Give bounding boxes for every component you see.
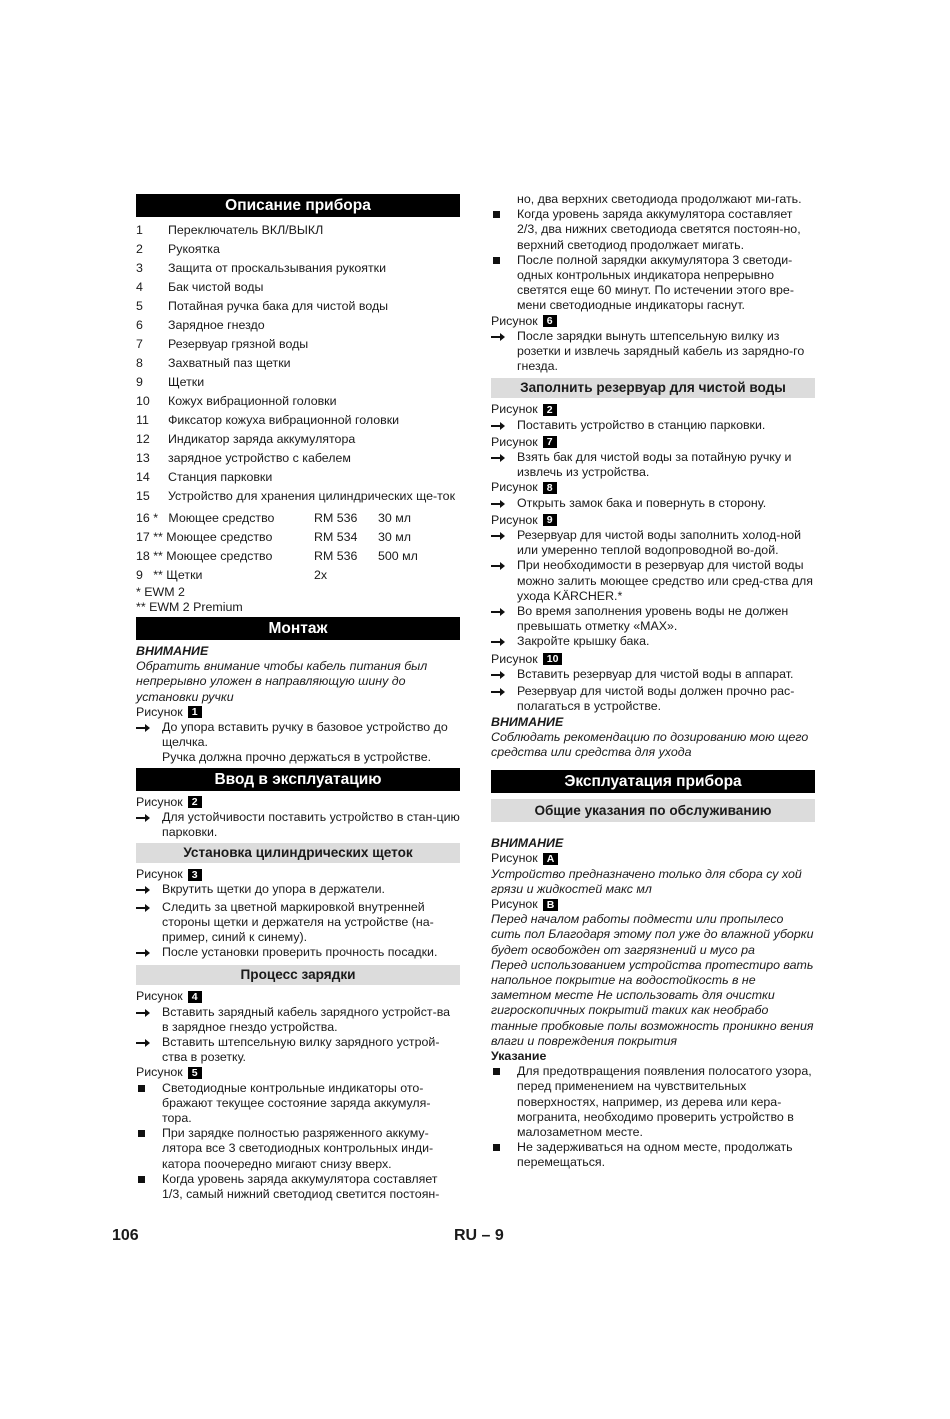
square-bullet-icon bbox=[136, 1126, 162, 1172]
right-column bbox=[491, 192, 815, 1171]
section-code: RU – 9 bbox=[454, 1227, 504, 1244]
step: Вставить зарядный кабель зарядного устройст-ва в зарядное гнездо устройства. bbox=[136, 1005, 460, 1035]
figure-badge: 6 bbox=[543, 315, 557, 327]
bullet-item: Для предотвращения появления полосатого узора, перед применением на чувствительных поверхностях, например, из дерева или кера-могранита, необходимо проверить устройство в малозаметном месте. bbox=[491, 1064, 815, 1140]
list-item: 12 Индикатор заряда аккумулятора bbox=[136, 432, 356, 446]
step: До упора вставить ручку в базовое устройство до щелчка. bbox=[136, 720, 460, 750]
list-item: 8 Захватный паз щетки bbox=[136, 356, 291, 370]
step: Взять бак для чистой воды за потайную ручку и извлечь из устройства. bbox=[491, 450, 815, 480]
brush-steps bbox=[136, 882, 460, 962]
list-item: 14 Станция парковки bbox=[136, 470, 273, 484]
figure-label: Рисунок bbox=[491, 434, 538, 449]
figure-ref bbox=[491, 897, 815, 912]
step: Вставить штепсельную вилку зарядного устрой-ства в розетку. bbox=[136, 1035, 460, 1065]
bullet-item: Когда уровень заряда аккумулятора составляет 1/3, самый нижний светодиод светится постоян- bbox=[136, 1172, 460, 1202]
accessories-table bbox=[136, 509, 460, 585]
figure-ref bbox=[491, 851, 815, 866]
step: Во время заполнения уровень воды не должен превышать отметку «MAX». bbox=[491, 604, 815, 634]
arrow-right-icon bbox=[491, 528, 517, 558]
arrow-right-icon bbox=[491, 684, 517, 714]
list-item: 7 Резервуар грязной воды bbox=[136, 337, 309, 351]
step: При необходимости в резервуар для чистой воды можно залить моющее средство или сред-ства для ухода KÄRCHER.* bbox=[491, 558, 815, 604]
figure-badge: 2 bbox=[543, 404, 557, 416]
step-note: Ручка должна прочно держаться в устройстве. bbox=[162, 750, 432, 765]
continued-text: но, два верхних светодиода продолжают ми-гать. bbox=[517, 192, 802, 206]
figure-badge: B bbox=[543, 899, 559, 911]
subsection-title-general: Общие указания по обслуживанию bbox=[491, 799, 815, 822]
fill-steps bbox=[491, 528, 815, 652]
arrow-right-icon bbox=[491, 496, 517, 513]
figure-label: Рисунок bbox=[491, 651, 538, 666]
figure-badge: 3 bbox=[188, 869, 202, 881]
figure-ref bbox=[136, 989, 460, 1004]
attention-label: ВНИМАНИЕ bbox=[491, 836, 564, 851]
list-item: 5 Потайная ручка бака для чистой воды bbox=[136, 299, 389, 313]
figure-ref bbox=[491, 480, 815, 495]
figure-label: Рисунок bbox=[136, 1065, 183, 1080]
figure-badge: 7 bbox=[543, 436, 557, 448]
step: Следить за цветной маркировкой внутренней стороны щетки и держателя на устройстве (на-пример, синий к синему). bbox=[136, 900, 460, 946]
list-item: 6 Зарядное гнездо bbox=[136, 318, 265, 332]
figure-ref bbox=[491, 513, 815, 528]
subsection-title-brushes: Установка цилиндрических щеток bbox=[136, 843, 460, 863]
attention-label: ВНИМАНИЕ bbox=[136, 643, 209, 658]
list-item: 15 Устройство для хранения цилиндрических ще-ток bbox=[136, 489, 455, 503]
table-row: 16 * Моющее средство RM 536 30 мл bbox=[136, 510, 411, 525]
step: Резервуар для чистой воды должен прочно рас-полагаться в устройстве. bbox=[491, 684, 815, 714]
subsection-title-fill: Заполнить резервуар для чистой воды bbox=[491, 378, 815, 398]
bullet-item: При зарядке полностью разряженного аккуму-лятора все 3 светодиодных контрольных инди-катора поочередно мигают снизу вверх. bbox=[136, 1126, 460, 1172]
figure-label: Рисунок bbox=[136, 794, 183, 809]
figure-badge: 10 bbox=[543, 653, 563, 665]
table-row: 18 ** Моющее средство RM 536 500 мл bbox=[136, 548, 418, 563]
square-bullet-icon bbox=[491, 1140, 517, 1170]
step: Резервуар для чистой воды заполнить холод-ной или умеренно теплой водопроводной во-дой. bbox=[491, 528, 815, 558]
figure-badge: A bbox=[543, 853, 559, 865]
figure-label: Рисунок bbox=[136, 704, 183, 719]
figure-badge: 5 bbox=[188, 1067, 202, 1079]
page-number: 106 bbox=[112, 1227, 139, 1244]
list-item: 9 Щетки bbox=[136, 375, 205, 389]
section-title-mounting: Монтаж bbox=[136, 617, 460, 640]
figure-label: Рисунок bbox=[491, 896, 538, 911]
bullet-item: Светодиодные контрольные индикаторы ото-бражают текущее состояние заряда аккумуля-тора. bbox=[136, 1081, 460, 1127]
prep-warning: Перед началом работы подмести или пропылесо сить пол Благодаря этому пол уже до влажной уборки будет освобожден от загрязнений и мусо ра bbox=[491, 912, 814, 957]
hint-bullets bbox=[491, 1064, 815, 1170]
figure-ref bbox=[136, 795, 460, 810]
square-bullet-icon bbox=[491, 253, 517, 314]
figure-label: Рисунок bbox=[136, 989, 183, 1004]
hint-label: Указание bbox=[491, 1048, 547, 1063]
arrow-right-icon bbox=[491, 604, 517, 634]
square-bullet-icon bbox=[491, 1064, 517, 1140]
arrow-right-icon bbox=[491, 634, 517, 651]
bullet-item: Когда уровень заряда аккумулятора составляет 2/3, два нижних светодиода светятся постоян-но, верхний светодиод продолжает мигать. bbox=[491, 207, 815, 253]
figure-ref bbox=[491, 314, 815, 329]
figure-ref bbox=[136, 705, 460, 720]
square-bullet-icon bbox=[136, 1081, 162, 1127]
list-item: 3 Защита от проскальзывания рукоятки bbox=[136, 261, 387, 275]
list-item: 11 Фиксатор кожуха вибрационной головки bbox=[136, 413, 400, 427]
subsection-title-charging: Процесс зарядки bbox=[136, 965, 460, 985]
step: Закройте крышку бака. bbox=[491, 634, 815, 651]
figure-label: Рисунок bbox=[491, 313, 538, 328]
arrow-right-icon bbox=[136, 810, 162, 840]
charge-steps bbox=[136, 1005, 460, 1066]
floor-test-warning: Перед использованием устройства протестиро вать напольное покрытие на водостойкость в не заметном месте Не использовать для очистки гигроскопичных покрытий таких как необрабо танные пробковые полы возможность проникно вения влаги и повреждения покрытия bbox=[491, 957, 814, 1048]
arrow-right-icon bbox=[136, 1005, 162, 1035]
figure-label: Рисунок bbox=[136, 867, 183, 882]
section-title-startup: Ввод в эксплуатацию bbox=[136, 768, 460, 791]
dosage-warning: Соблюдать рекомендацию по дозированию мою щего средства или средства для ухода bbox=[491, 729, 809, 759]
figure-label: Рисунок bbox=[491, 851, 538, 866]
section-title-description: Описание прибора bbox=[136, 194, 460, 217]
footnote-ewm2-premium: ** EWM 2 Premium bbox=[136, 599, 243, 614]
arrow-right-icon bbox=[136, 945, 162, 962]
figure-badge: 9 bbox=[543, 514, 557, 526]
arrow-right-icon bbox=[491, 450, 517, 480]
bullet-item: Не задерживаться на одном месте, продолжать перемещаться. bbox=[491, 1140, 815, 1170]
arrow-right-icon bbox=[136, 900, 162, 946]
list-item: 10 Кожух вибрационной головки bbox=[136, 394, 337, 408]
figure-ref bbox=[491, 435, 815, 450]
attention-label: ВНИМАНИЕ bbox=[491, 714, 564, 729]
arrow-right-icon bbox=[136, 1035, 162, 1065]
footnote-ewm2: * EWM 2 bbox=[136, 584, 185, 599]
figure-badge: 4 bbox=[188, 991, 202, 1003]
figure-ref bbox=[136, 867, 460, 882]
charge-bullets-cont bbox=[491, 207, 815, 313]
figure-ref bbox=[136, 1065, 460, 1080]
section-title-operation: Эксплуатация прибора bbox=[491, 770, 815, 793]
arrow-right-icon bbox=[136, 882, 162, 899]
figure-ref bbox=[491, 402, 815, 417]
figure-badge: 8 bbox=[543, 482, 557, 494]
arrow-right-icon bbox=[491, 418, 517, 435]
step: Вкрутить щетки до упора в держатели. bbox=[136, 882, 460, 899]
step: После зарядки вынуть штепсельную вилку из розетки и извлечь зарядный кабель из зарядно-го гнезда. bbox=[491, 329, 815, 375]
step: Поставить устройство в станцию парковки. bbox=[491, 418, 815, 435]
left-column bbox=[136, 192, 460, 1202]
list-item: 4 Бак чистой воды bbox=[136, 280, 264, 294]
list-item: 13 зарядное устройство с кабелем bbox=[136, 451, 351, 465]
arrow-right-icon bbox=[491, 667, 517, 684]
mounting-warning: Обратить внимание чтобы кабель питания был непрерывно уложен в направляющую шину до установки ручки bbox=[136, 659, 428, 704]
parts-list bbox=[136, 221, 460, 506]
figure-ref bbox=[491, 652, 815, 667]
step: Вставить резервуар для чистой воды в аппарат. bbox=[491, 667, 815, 684]
figure-badge: 2 bbox=[188, 796, 202, 808]
usage-warning: Устройство предназначено только для сбора су хой грязи и жидкостей макс мл bbox=[491, 866, 802, 896]
square-bullet-icon bbox=[491, 207, 517, 253]
step: После установки проверить прочность посадки. bbox=[136, 945, 460, 962]
bullet-item: После полной зарядки аккумулятора 3 светоди-одных контрольных индикатора непрерывно светятся еще 60 минут. По истечении этого вре-мени светодиодные индикаторы гаснут. bbox=[491, 253, 815, 314]
arrow-right-icon bbox=[136, 720, 162, 750]
table-row: 9 ** Щетки 2x bbox=[136, 567, 328, 582]
arrow-right-icon bbox=[491, 558, 517, 604]
list-item: 1 Переключатель ВКЛ/ВЫКЛ bbox=[136, 223, 324, 237]
figure-label: Рисунок bbox=[491, 402, 538, 417]
step: Для устойчивости поставить устройство в стан-цию парковки. bbox=[136, 810, 460, 840]
insert-steps bbox=[491, 667, 815, 715]
square-bullet-icon bbox=[136, 1172, 162, 1202]
table-row: 17 ** Моющее средство RM 534 30 мл bbox=[136, 529, 411, 544]
step: Открыть замок бака и повернуть в сторону. bbox=[491, 496, 815, 513]
charge-bullets bbox=[136, 1081, 460, 1203]
figure-label: Рисунок bbox=[491, 512, 538, 527]
list-item: 2 Рукоятка bbox=[136, 242, 220, 256]
figure-label: Рисунок bbox=[491, 480, 538, 495]
arrow-right-icon bbox=[491, 329, 517, 375]
figure-badge: 1 bbox=[188, 706, 202, 718]
